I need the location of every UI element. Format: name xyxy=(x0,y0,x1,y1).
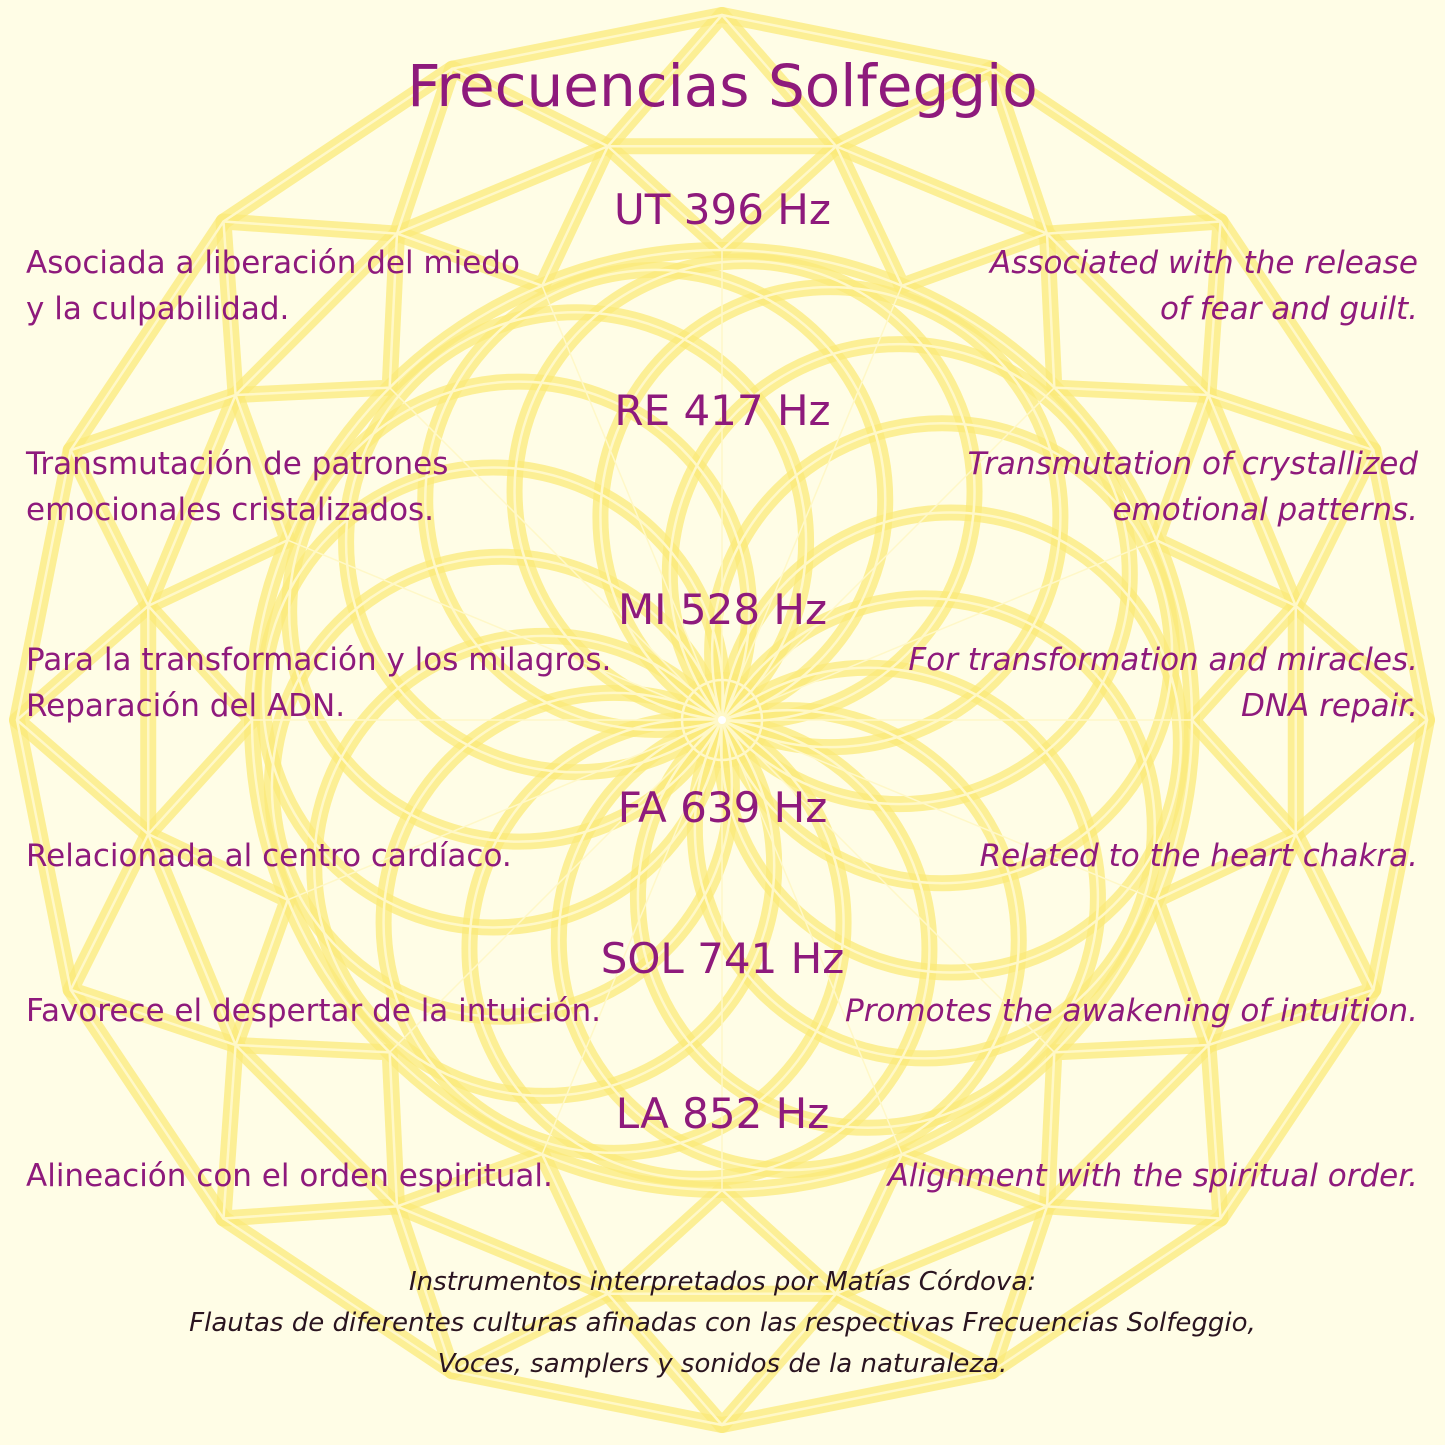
description-es-re xyxy=(26,441,706,533)
frequency-heading-la: LA 852 Hz xyxy=(615,1089,830,1138)
page-title: Frecuencias Solfeggio xyxy=(407,52,1038,120)
description-en-re xyxy=(738,441,1418,533)
description-es-line: Favorece el despertar de la intuición. xyxy=(26,993,601,1029)
description-es-ut xyxy=(26,240,706,332)
description-en-line: Transmutation of crystallized xyxy=(967,446,1418,482)
description-en-line: Associated with the release xyxy=(990,245,1418,281)
description-en-line: of fear and guilt. xyxy=(1159,291,1418,327)
description-es-line: emocionales cristalizados. xyxy=(26,492,435,528)
description-es-line: Asociada a liberación del miedo xyxy=(26,245,520,281)
description-en-line: Related to the heart chakra. xyxy=(979,838,1418,874)
description-en-line: Promotes the awakening of intuition. xyxy=(845,993,1418,1029)
mandala-center-dot xyxy=(718,716,726,724)
description-es-la xyxy=(26,1153,706,1199)
description-en-la xyxy=(738,1153,1418,1199)
description-es-line: y la culpabilidad. xyxy=(26,291,290,327)
frequency-heading-ut: UT 396 Hz xyxy=(614,185,831,234)
description-es-line: Para la transformación y los milagros. xyxy=(26,642,612,678)
description-es-line: Reparación del ADN. xyxy=(26,688,346,724)
description-es-line: Alineación con el orden espiritual. xyxy=(26,1158,553,1194)
credits xyxy=(0,1262,1445,1385)
description-en-sol xyxy=(738,988,1418,1034)
description-es-sol xyxy=(26,988,706,1034)
credits-line-flutes: Flautas de diferentes culturas afinadas con las respectivas Frecuencias Solfeggio, xyxy=(189,1308,1256,1338)
credits-line-performer: Instrumentos interpretados por Matías Córdova: xyxy=(408,1267,1037,1297)
description-es-line: Transmutación de patrones xyxy=(26,446,449,482)
description-en-mi xyxy=(738,637,1418,729)
description-en-line: For transformation and miracles. xyxy=(908,642,1418,678)
description-es-fa xyxy=(26,833,706,879)
frequency-heading-re: RE 417 Hz xyxy=(614,386,831,435)
description-en-line: emotional patterns. xyxy=(1112,492,1418,528)
frequency-heading-sol: SOL 741 Hz xyxy=(600,934,845,983)
description-en-line: Alignment with the spiritual order. xyxy=(887,1158,1418,1194)
description-en-line: DNA repair. xyxy=(1241,688,1418,724)
frequency-heading-mi: MI 528 Hz xyxy=(617,585,828,634)
description-en-ut xyxy=(738,240,1418,332)
description-es-line: Relacionada al centro cardíaco. xyxy=(26,838,512,874)
credits-line-voices: Voces, samplers y sonidos de la naturaleza. xyxy=(437,1349,1008,1379)
frequency-heading-fa: FA 639 Hz xyxy=(617,783,828,832)
description-es-mi xyxy=(26,637,706,729)
description-en-fa xyxy=(738,833,1418,879)
